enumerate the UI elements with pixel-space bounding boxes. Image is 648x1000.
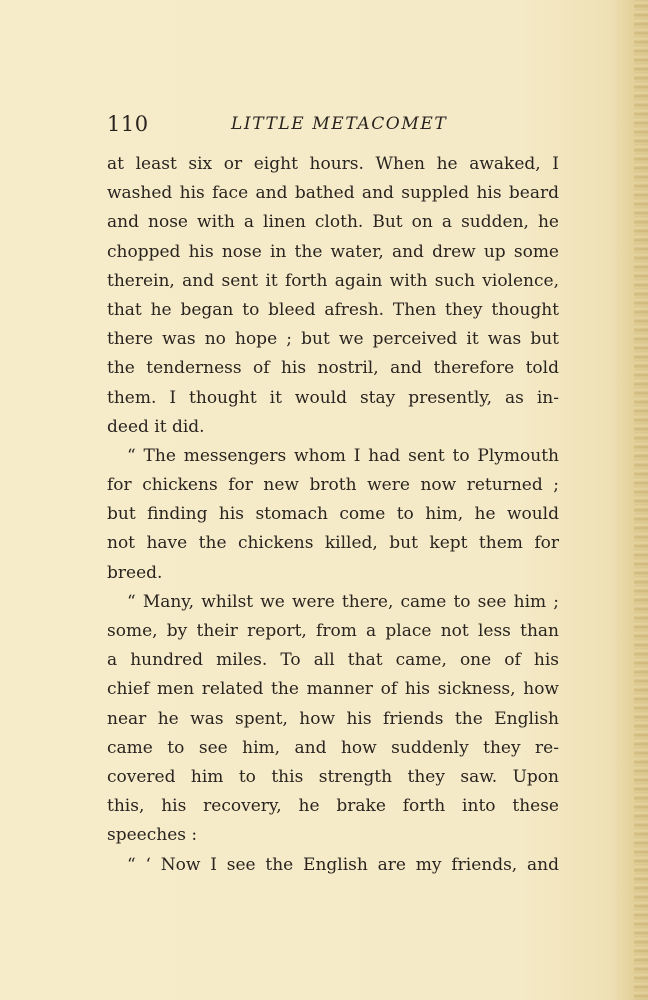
text-line: and nose with a linen cloth. But on a sudden, he [107,212,559,233]
page-number: 110 [107,112,149,136]
text-line: “ ‘ Now I see the English are my friends, and [127,854,559,875]
text-line: this, his recovery, he brake forth into these [107,796,559,817]
text-line: deed it did. [107,416,205,437]
text-line: speeches : [107,825,198,846]
text-line: came to see him, and how suddenly they re- [107,737,559,758]
text-line: not have the chickens killed, but kept them for [107,533,559,554]
text-line: a hundred miles. To all that came, one of his [107,650,559,671]
running-title: LITTLE METACOMET [231,114,448,134]
body-text [107,150,559,880]
text-line: chief men related the manner of his sickness, how [107,679,559,700]
text-line: covered him to this strength they saw. Upon [107,766,559,787]
text-line: chopped his nose in the water, and drew up some [107,241,559,262]
text-line: near he was spent, how his friends the English [107,708,559,729]
text-line: but finding his stomach come to him, he would [107,504,559,525]
text-line: therein, and sent it forth again with such violence, [107,270,559,291]
text-line: at least six or eight hours. When he awaked, I [107,154,559,174]
text-line: some, by their report, from a place not less than [107,621,559,641]
text-line: them. I thought it would stay presently, as in- [107,387,559,408]
text-line: that he began to bleed afresh. Then they thought [107,299,559,320]
text-line: the tenderness of his nostril, and therefore told [107,358,559,379]
running-header [107,112,557,142]
text-line: breed. [107,562,163,583]
text-line: “ Many, whilst we were there, came to see him ; [127,591,559,612]
text-line: “ The messengers whom I had sent to Plymouth [127,445,559,466]
page-edge [634,0,648,1000]
text-line: washed his face and bathed and suppled his beard [107,183,559,204]
text-line: there was no hope ; but we perceived it was but [107,329,559,350]
text-line: for chickens for new broth were now returned ; [107,475,559,496]
